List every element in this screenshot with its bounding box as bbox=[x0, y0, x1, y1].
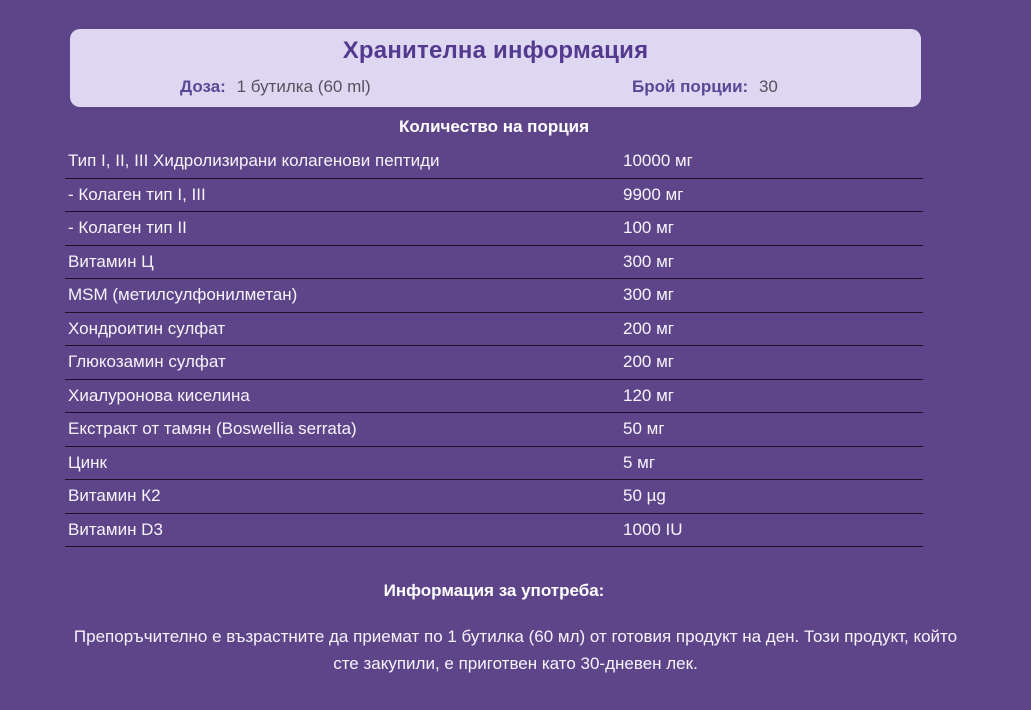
dose-label: Доза: bbox=[180, 77, 226, 96]
ingredient-amount: 200 мг bbox=[623, 318, 674, 338]
usage-text: Препоръчително е възрастните да приемат по 1 бутилка (60 мл) от готовия продукт на ден. Този продукт, който сте закупили, е приготвен като 30-дневен лек. bbox=[73, 627, 958, 673]
ingredient-amount: 300 мг bbox=[623, 285, 674, 305]
ingredient-name: Витамин К2 bbox=[68, 486, 161, 506]
table-row bbox=[65, 346, 923, 380]
ingredient-amount: 5 мг bbox=[623, 452, 656, 472]
ingredient-name: Хиалуронова киселина bbox=[68, 385, 250, 405]
servings-group bbox=[632, 77, 778, 97]
ingredient-name: MSM (метилсулфонилметан) bbox=[68, 285, 298, 305]
ingredient-name: Цинк bbox=[68, 452, 107, 472]
ingredient-amount: 300 мг bbox=[623, 251, 674, 271]
nutrition-header-card bbox=[70, 29, 921, 107]
nutrition-table bbox=[65, 145, 923, 547]
dose-group bbox=[180, 77, 371, 97]
table-row bbox=[65, 246, 923, 280]
ingredient-amount: 200 мг bbox=[623, 352, 674, 372]
ingredient-amount: 9900 мг bbox=[623, 184, 684, 204]
usage-title: Информация за употреба: bbox=[383, 581, 605, 600]
ingredient-name: - Колаген тип I, III bbox=[68, 184, 206, 204]
ingredient-name: Тип I, II, III Хидролизирани колагенови пептиди bbox=[68, 151, 440, 171]
servings-label: Брой порции: bbox=[632, 77, 749, 96]
ingredient-amount: 50 мг bbox=[623, 419, 665, 439]
ingredient-amount: 1000 IU bbox=[623, 519, 683, 539]
table-row bbox=[65, 179, 923, 213]
nutrition-title: Хранителна информация bbox=[342, 37, 649, 64]
ingredient-name: Екстракт от тамян (Boswellia serrata) bbox=[68, 419, 357, 439]
table-row bbox=[65, 514, 923, 548]
ingredient-name: Витамин D3 bbox=[68, 519, 163, 539]
table-row bbox=[65, 212, 923, 246]
table-row bbox=[65, 413, 923, 447]
table-row bbox=[65, 145, 923, 179]
table-row bbox=[65, 279, 923, 313]
table-row bbox=[65, 447, 923, 481]
ingredient-amount: 120 мг bbox=[623, 385, 674, 405]
serving-section-title: Количество на порция bbox=[398, 117, 590, 136]
servings-value: 30 bbox=[758, 77, 778, 96]
ingredient-amount: 100 мг bbox=[623, 218, 674, 238]
ingredient-name: Хондроитин сулфат bbox=[68, 318, 226, 338]
ingredient-name: Глюкозамин сулфат bbox=[68, 352, 226, 372]
ingredient-amount: 10000 мг bbox=[623, 151, 693, 171]
ingredient-name: Витамин Ц bbox=[68, 251, 154, 271]
dose-row bbox=[70, 77, 921, 103]
table-row bbox=[65, 313, 923, 347]
ingredient-amount: 50 µg bbox=[623, 486, 666, 506]
dose-value: 1 бутилка (60 ml) bbox=[236, 77, 371, 96]
table-row bbox=[65, 480, 923, 514]
ingredient-name: - Колаген тип II bbox=[68, 218, 187, 238]
table-row bbox=[65, 380, 923, 414]
